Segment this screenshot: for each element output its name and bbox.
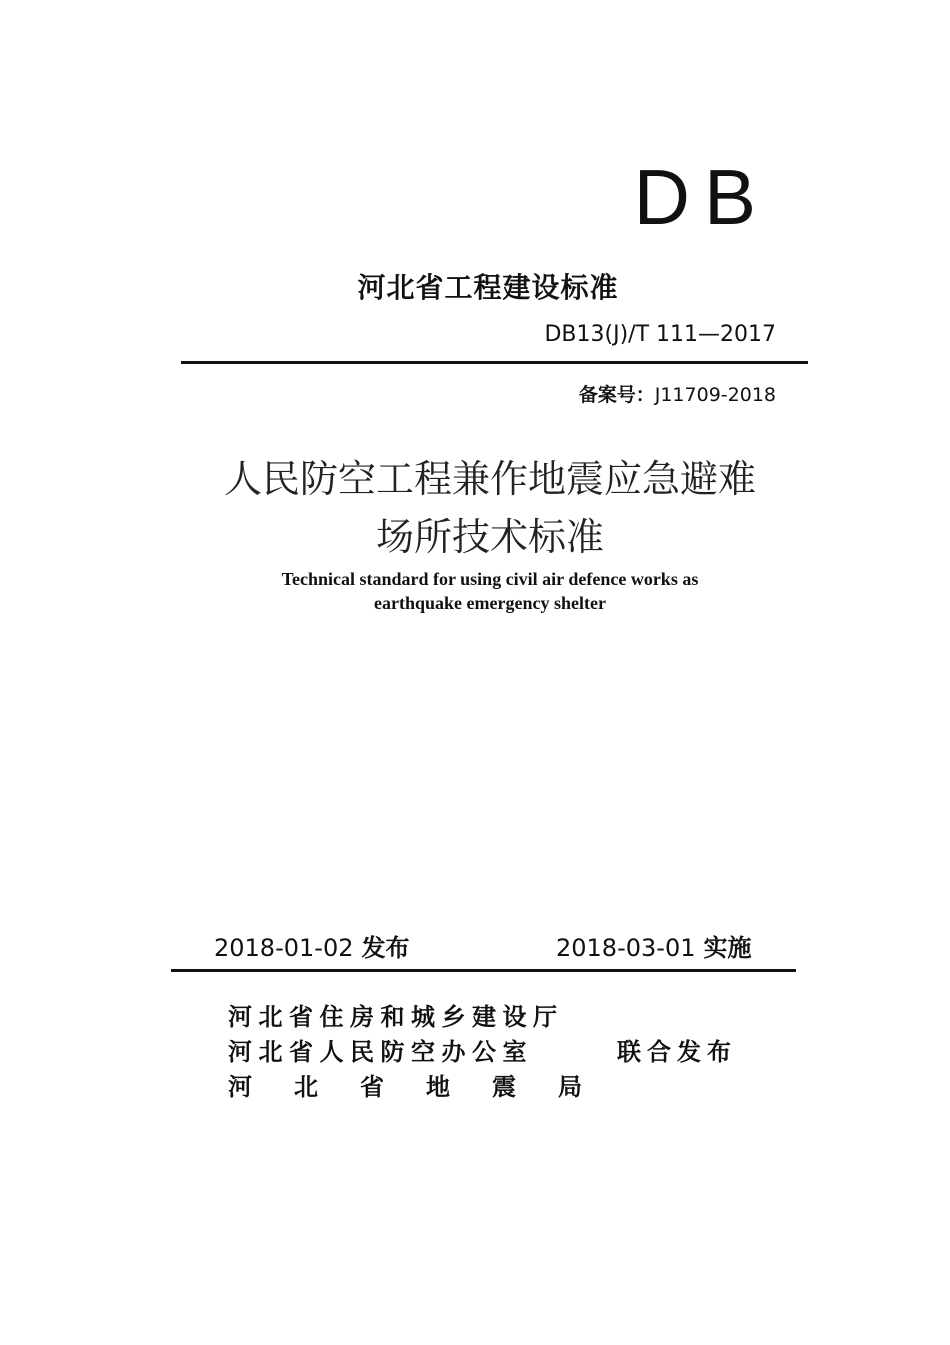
issuer-earthquake-bureau: 河北省地震局 bbox=[228, 1073, 624, 1101]
db-mark: DB bbox=[633, 153, 770, 241]
standard-number: DB13(J)/T 111—2017 bbox=[544, 322, 776, 347]
implementation-date-value: 2018-03-01 bbox=[556, 934, 696, 962]
document-title-en bbox=[150, 567, 830, 615]
issuer-housing-construction: 河北省住房和城乡建设厅 bbox=[228, 1003, 564, 1031]
issue-date-value: 2018-01-02 bbox=[214, 934, 354, 962]
top-divider bbox=[181, 361, 808, 364]
title-zh-line-2: 场所技术标准 bbox=[375, 515, 604, 559]
standard-series-title: 河北省工程建设标准 bbox=[357, 271, 619, 304]
joint-release-label: 联合发布 bbox=[617, 1038, 737, 1066]
issuer-civil-air-defence: 河北省人民防空办公室 bbox=[228, 1038, 533, 1066]
record-value: J11709-2018 bbox=[654, 384, 776, 406]
title-en-line-1: Technical standard for using civil air defence works as bbox=[281, 569, 699, 589]
implementation-date bbox=[556, 928, 751, 963]
document-title-zh bbox=[180, 450, 800, 566]
title-en-line-2: earthquake emergency shelter bbox=[374, 593, 606, 613]
issue-date bbox=[214, 928, 409, 963]
title-zh-line-1: 人民防空工程兼作地震应急避难 bbox=[223, 457, 756, 501]
bottom-divider bbox=[171, 969, 796, 972]
issue-date-word: 发布 bbox=[361, 934, 410, 962]
record-label: 备案号： bbox=[578, 384, 655, 406]
implementation-date-word: 实施 bbox=[703, 934, 752, 962]
record-number bbox=[579, 380, 776, 407]
issuing-authorities bbox=[228, 1000, 624, 1105]
